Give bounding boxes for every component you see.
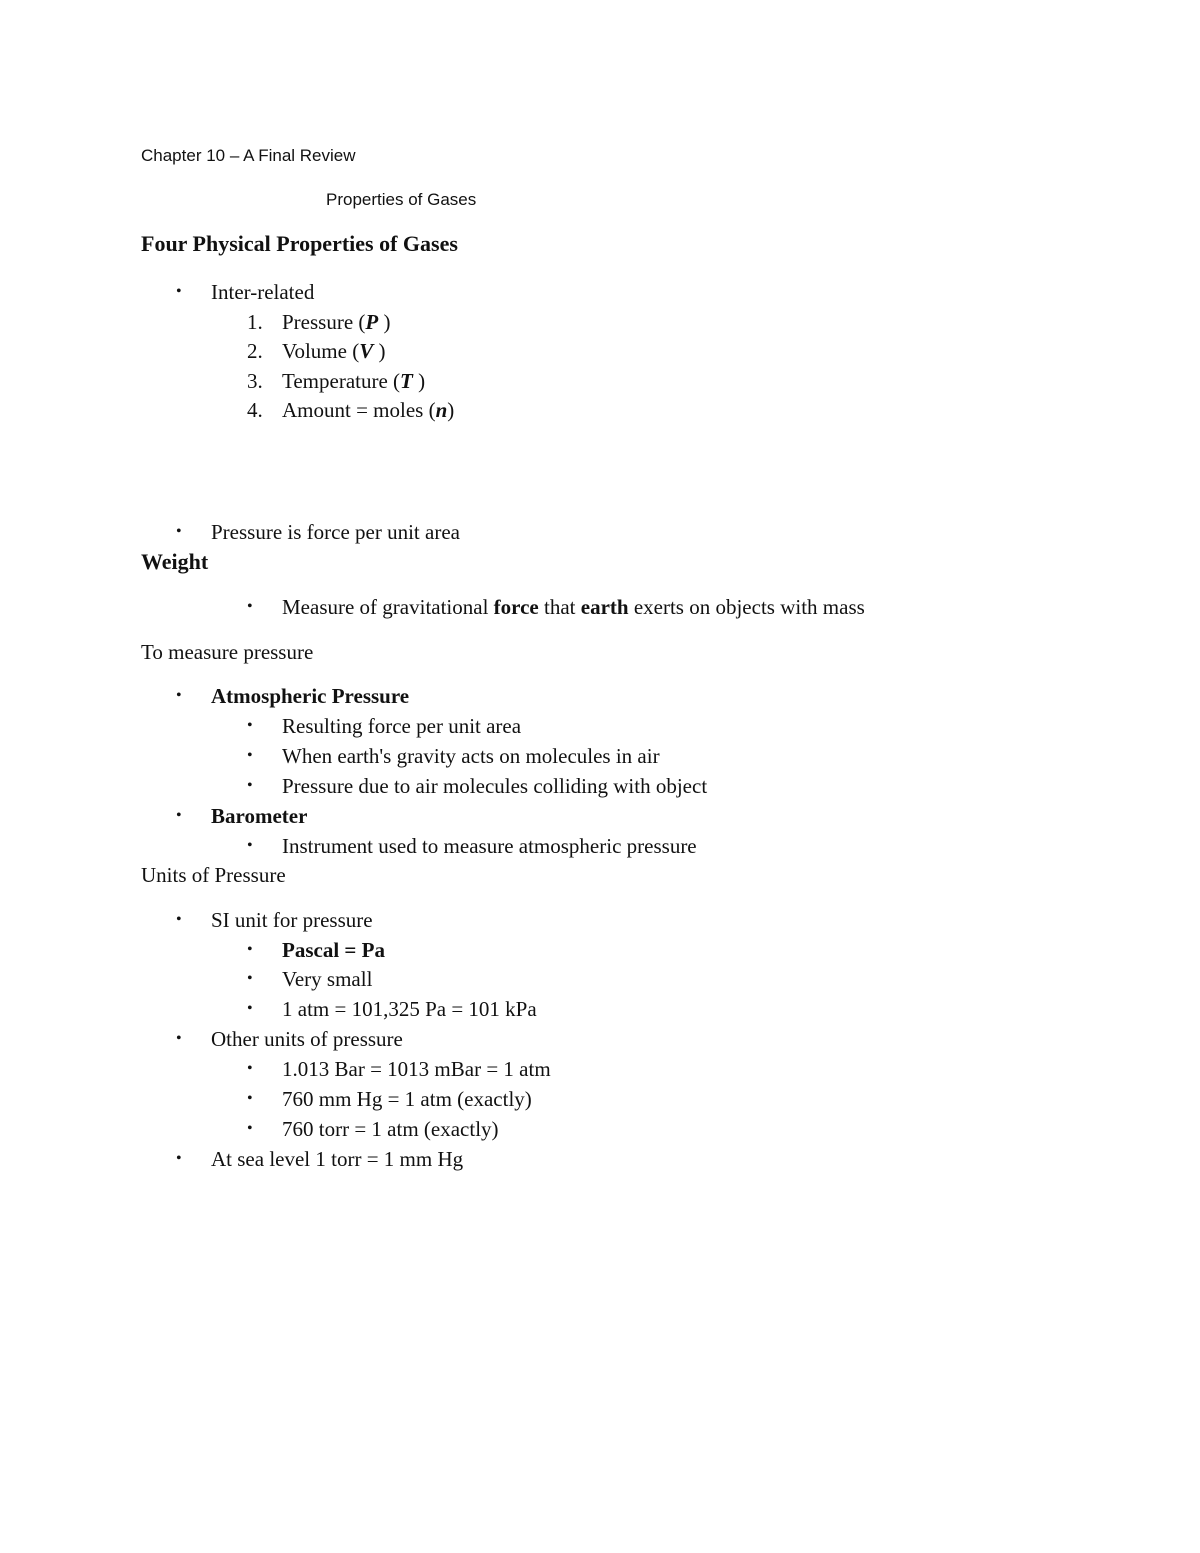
list-item: 1.013 Bar = 1013 mBar = 1 atm: [282, 1057, 551, 1081]
list-number: 3.: [247, 369, 263, 393]
barometer-label: Barometer: [211, 804, 308, 828]
list-item-volume: Volume (V ): [282, 339, 386, 363]
atmospheric-pressure-label: Atmospheric Pressure: [211, 684, 410, 708]
list-item: Pressure due to air molecules colliding with object: [282, 774, 708, 798]
list-item: Very small: [282, 967, 373, 991]
bullet-icon: •: [176, 1030, 182, 1047]
bullet-icon: •: [247, 1000, 253, 1017]
si-unit-label: SI unit for pressure: [211, 908, 373, 932]
list-number: 2.: [247, 339, 263, 363]
list-number: 1.: [247, 310, 263, 334]
pressure-definition: Pressure is force per unit area: [211, 520, 460, 544]
bullet-icon: •: [247, 970, 253, 987]
list-number: 4.: [247, 398, 263, 422]
section-heading-weight: Weight: [141, 549, 209, 574]
weight-definition: Measure of gravitational force that earth exerts on objects with mass: [282, 595, 865, 619]
section-heading-units: Units of Pressure: [141, 863, 286, 887]
bullet-inter-related: Inter-related: [211, 280, 315, 304]
pascal-definition: Pascal = Pa: [282, 938, 385, 962]
bullet-icon: •: [247, 777, 253, 794]
list-item: 760 torr = 1 atm (exactly): [282, 1117, 499, 1141]
section-heading-measure: To measure pressure: [141, 640, 314, 664]
bullet-icon: •: [247, 747, 253, 764]
bullet-icon: •: [176, 911, 182, 928]
list-item-amount: Amount = moles (n): [282, 398, 455, 422]
bullet-icon: •: [176, 807, 182, 824]
list-item: Instrument used to measure atmospheric pressure: [282, 834, 697, 858]
bullet-icon: •: [176, 523, 182, 540]
bullet-icon: •: [247, 717, 253, 734]
list-item-pressure: Pressure (P ): [282, 310, 391, 334]
other-units-label: Other units of pressure: [211, 1027, 403, 1051]
bullet-icon: •: [247, 1060, 253, 1077]
bullet-icon: •: [247, 837, 253, 854]
bullet-icon: •: [176, 1150, 182, 1167]
list-item: When earth's gravity acts on molecules in air: [282, 744, 660, 768]
list-item: 1 atm = 101,325 Pa = 101 kPa: [282, 997, 537, 1021]
page-subtitle: Properties of Gases: [326, 190, 477, 209]
list-item-temperature: Temperature (T ): [282, 369, 426, 393]
bullet-icon: •: [247, 598, 253, 615]
bullet-icon: •: [176, 283, 182, 300]
list-item: Resulting force per unit area: [282, 714, 522, 738]
bullet-icon: •: [247, 1090, 253, 1107]
sea-level-note: At sea level 1 torr = 1 mm Hg: [211, 1147, 464, 1171]
chapter-title: Chapter 10 – A Final Review: [141, 146, 356, 165]
bullet-icon: •: [247, 1120, 253, 1137]
list-item: 760 mm Hg = 1 atm (exactly): [282, 1087, 532, 1111]
bullet-icon: •: [176, 687, 182, 704]
section-heading-properties: Four Physical Properties of Gases: [141, 231, 458, 256]
bullet-icon: •: [247, 941, 253, 958]
